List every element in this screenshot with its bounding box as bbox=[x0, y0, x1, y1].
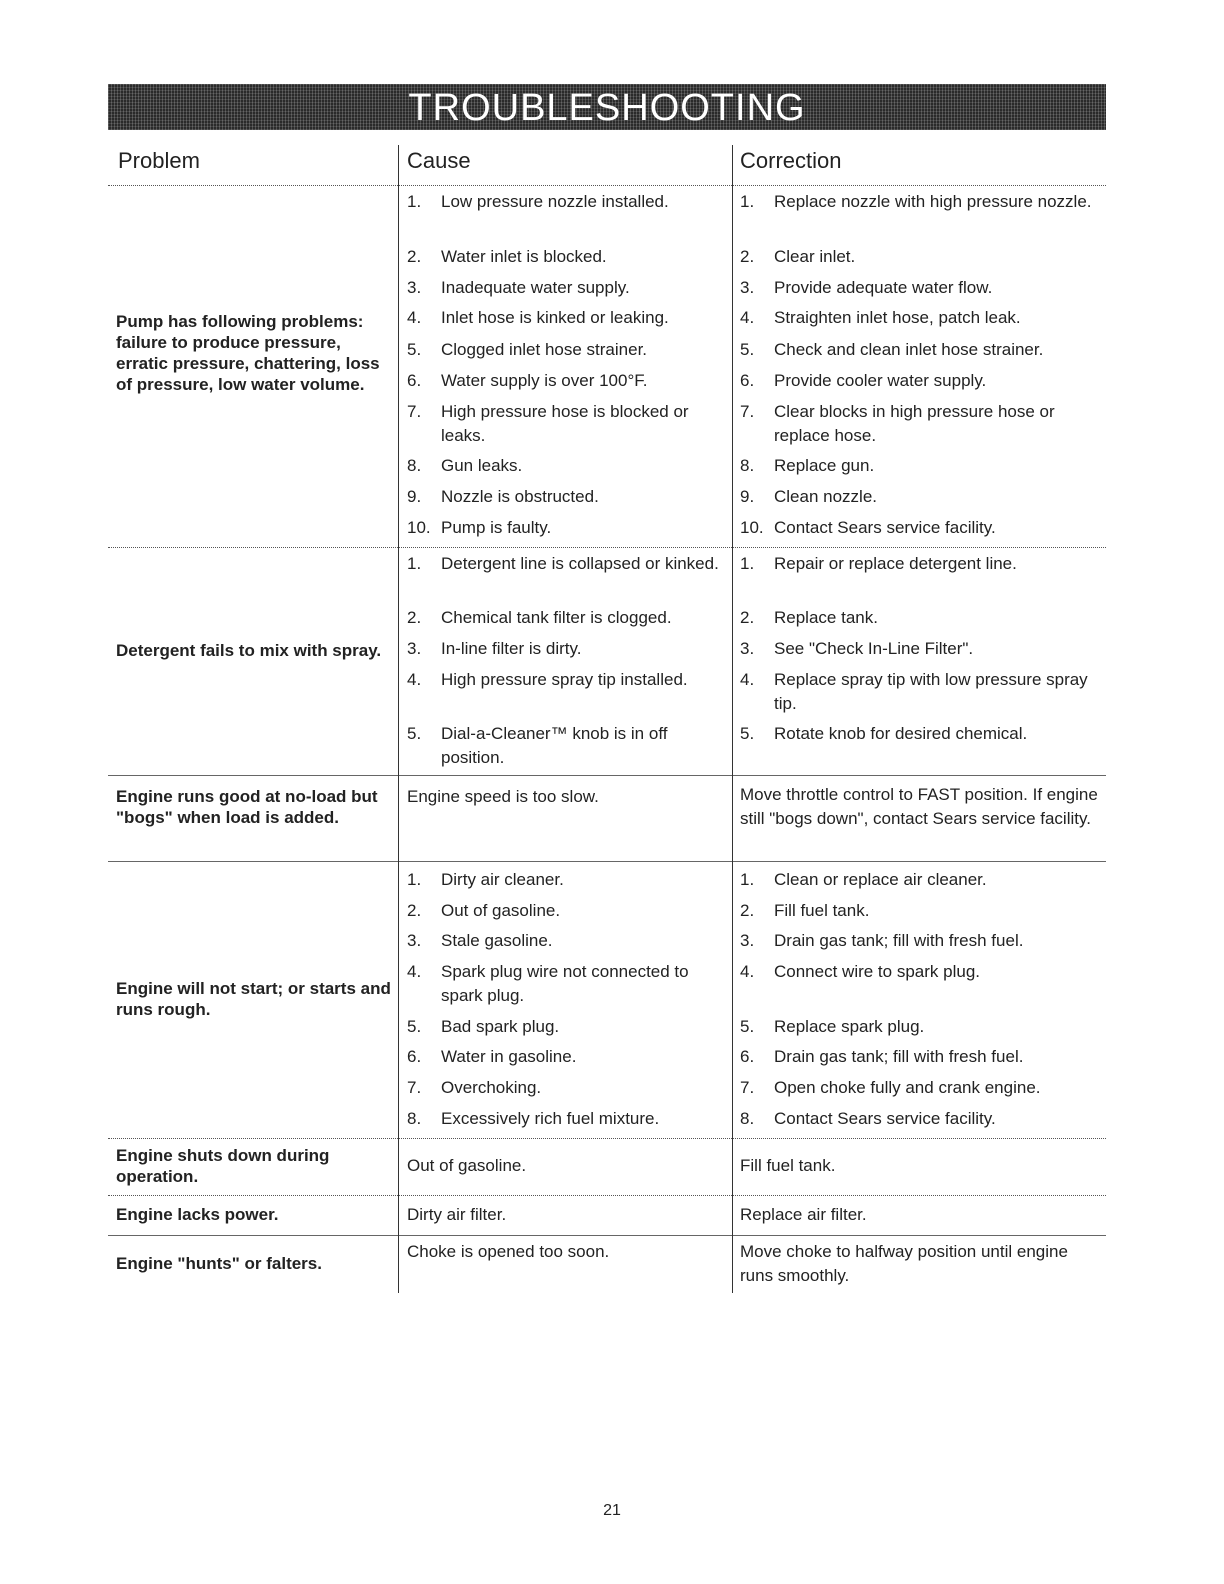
correction-text: Check and clean inlet hose strainer. bbox=[774, 340, 1044, 359]
correction-item bbox=[740, 606, 1100, 630]
problem-pump: Pump has following problems: failure to produce pressure, erratic pressure, chattering, loss of pressure, low water volume. bbox=[116, 312, 380, 394]
cause-num: 1. bbox=[407, 870, 422, 889]
correction-num: 3. bbox=[740, 931, 755, 950]
correction-text: Move choke to halfway position until engine runs smoothly. bbox=[740, 1242, 1068, 1285]
cause-num: 5. bbox=[407, 1017, 422, 1036]
correction-item bbox=[740, 552, 1100, 576]
cause-item bbox=[407, 722, 725, 770]
correction-text: Rotate knob for desired chemical. bbox=[774, 724, 1028, 743]
cause-num: 6. bbox=[407, 1047, 422, 1066]
cause-text: Pump is faulty. bbox=[441, 518, 552, 537]
correction-num: 10. bbox=[740, 518, 764, 537]
correction-text: Drain gas tank; fill with fresh fuel. bbox=[774, 931, 1024, 950]
correction-text: Straighten inlet hose, patch leak. bbox=[774, 308, 1021, 327]
correction-item bbox=[740, 960, 1100, 984]
correction-num: 7. bbox=[740, 402, 755, 421]
cause-item bbox=[407, 929, 725, 953]
cause-item bbox=[407, 899, 725, 923]
cause-item bbox=[407, 637, 725, 661]
cause-item bbox=[407, 1107, 725, 1131]
cause-text: Bad spark plug. bbox=[441, 1017, 560, 1036]
correction-text: Clear blocks in high pressure hose or replace hose. bbox=[774, 402, 1055, 445]
correction-item bbox=[740, 338, 1100, 362]
problem-detergent: Detergent fails to mix with spray. bbox=[116, 641, 382, 660]
cause-num: 1. bbox=[407, 554, 422, 573]
cause-text: Spark plug wire not connected to spark plug. bbox=[441, 962, 689, 1005]
correction-text: Clear inlet. bbox=[774, 247, 856, 266]
correction-text: See "Check In-Line Filter". bbox=[774, 639, 974, 658]
correction-num: 4. bbox=[740, 670, 755, 689]
correction-num: 5. bbox=[740, 340, 755, 359]
cause-item bbox=[407, 1045, 725, 1069]
cause-item bbox=[407, 485, 725, 509]
correction-text: Fill fuel tank. bbox=[774, 901, 870, 920]
cause-num: 3. bbox=[407, 639, 422, 658]
correction-item bbox=[740, 1015, 1100, 1039]
column-divider-correction bbox=[732, 145, 733, 1293]
correction-item bbox=[740, 400, 1100, 448]
correction-item bbox=[740, 245, 1100, 269]
correction-item bbox=[740, 306, 1100, 330]
cause-item bbox=[407, 245, 725, 269]
correction-item bbox=[740, 1076, 1100, 1100]
correction-item bbox=[740, 516, 1100, 540]
cause-text: Nozzle is obstructed. bbox=[441, 487, 599, 506]
column-header-cause: Cause bbox=[407, 148, 471, 173]
correction-text: Repair or replace detergent line. bbox=[774, 554, 1017, 573]
correction-text: Clean nozzle. bbox=[774, 487, 878, 506]
correction-item bbox=[740, 868, 1100, 892]
correction-num: 2. bbox=[740, 608, 755, 627]
cause-text: Chemical tank filter is clogged. bbox=[441, 608, 672, 627]
cause-text: High pressure hose is blocked or leaks. bbox=[441, 402, 689, 445]
correction-num: 3. bbox=[740, 278, 755, 297]
correction-item bbox=[740, 485, 1100, 509]
correction-item bbox=[740, 276, 1100, 300]
row-divider bbox=[108, 1138, 1106, 1139]
cause-item bbox=[407, 276, 725, 300]
cause-text: Out of gasoline. bbox=[441, 901, 561, 920]
cause-item bbox=[407, 454, 725, 478]
cause-item bbox=[407, 338, 725, 362]
correction-text: Move throttle control to FAST position. If engine still "bogs down", contact Sears service facility. bbox=[740, 785, 1098, 828]
correction-num: 6. bbox=[740, 371, 755, 390]
cause-text: Excessively rich fuel mixture. bbox=[441, 1109, 660, 1128]
correction-num: 8. bbox=[740, 456, 755, 475]
problem-hunts: Engine "hunts" or falters. bbox=[116, 1254, 322, 1273]
correction-text: Replace spray tip with low pressure spray tip. bbox=[774, 670, 1088, 713]
cause-num: 7. bbox=[407, 402, 422, 421]
column-header-problem: Problem bbox=[118, 148, 200, 173]
problem-bogs: Engine runs good at no-load but "bogs" when load is added. bbox=[116, 787, 378, 827]
column-divider-cause bbox=[398, 145, 399, 1293]
cause-text: Low pressure nozzle installed. bbox=[441, 192, 669, 211]
correction-text: Replace gun. bbox=[774, 456, 875, 475]
correction-num: 5. bbox=[740, 1017, 755, 1036]
correction-num: 1. bbox=[740, 554, 755, 573]
cause-num: 4. bbox=[407, 670, 422, 689]
cause-num: 1. bbox=[407, 192, 422, 211]
cause-num: 2. bbox=[407, 608, 422, 627]
correction-item bbox=[740, 668, 1100, 716]
cause-item bbox=[407, 1015, 725, 1039]
cause-text: Clogged inlet hose strainer. bbox=[441, 340, 648, 359]
correction-text: Open choke fully and crank engine. bbox=[774, 1078, 1041, 1097]
correction-num: 6. bbox=[740, 1047, 755, 1066]
cause-text: Dial-a-Cleaner™ knob is in off position. bbox=[441, 724, 668, 767]
correction-num: 2. bbox=[740, 901, 755, 920]
cause-item bbox=[407, 190, 725, 214]
header-divider bbox=[108, 185, 1106, 186]
correction-text: Drain gas tank; fill with fresh fuel. bbox=[774, 1047, 1024, 1066]
correction-text: Contact Sears service facility. bbox=[774, 1109, 996, 1128]
correction-item bbox=[740, 454, 1100, 478]
cause-text: Overchoking. bbox=[441, 1078, 542, 1097]
problem-lacks-power: Engine lacks power. bbox=[116, 1205, 279, 1224]
problem-will-not-start: Engine will not start; or starts and runs rough. bbox=[116, 979, 391, 1019]
cause-item bbox=[407, 306, 725, 330]
cause-item bbox=[407, 1076, 725, 1100]
cause-item bbox=[407, 516, 725, 540]
row-divider bbox=[108, 861, 1106, 862]
correction-num: 1. bbox=[740, 870, 755, 889]
row-divider bbox=[108, 1195, 1106, 1196]
correction-item bbox=[740, 722, 1100, 746]
cause-num: 3. bbox=[407, 931, 422, 950]
cause-num: 2. bbox=[407, 247, 422, 266]
correction-num: 4. bbox=[740, 308, 755, 327]
cause-text: Detergent line is collapsed or kinked. bbox=[441, 554, 719, 573]
cause-item bbox=[407, 369, 725, 393]
column-header-correction: Correction bbox=[740, 148, 842, 173]
correction-num: 9. bbox=[740, 487, 755, 506]
correction-num: 4. bbox=[740, 962, 755, 981]
correction-text: Provide cooler water supply. bbox=[774, 371, 987, 390]
row-divider bbox=[108, 547, 1106, 548]
correction-text: Contact Sears service facility. bbox=[774, 518, 996, 537]
correction-item bbox=[740, 190, 1100, 214]
cause-text: Water inlet is blocked. bbox=[441, 247, 607, 266]
cause-text: Inadequate water supply. bbox=[441, 278, 630, 297]
page-number: 21 bbox=[603, 1502, 621, 1519]
cause-num: 4. bbox=[407, 308, 422, 327]
cause-num: 6. bbox=[407, 371, 422, 390]
correction-item bbox=[740, 929, 1100, 953]
correction-item bbox=[740, 1107, 1100, 1131]
correction-num: 5. bbox=[740, 724, 755, 743]
cause-num: 8. bbox=[407, 1109, 422, 1128]
cause-num: 10. bbox=[407, 518, 431, 537]
row-divider bbox=[108, 1235, 1106, 1236]
cause-text: In-line filter is dirty. bbox=[441, 639, 582, 658]
problem-shuts-down: Engine shuts down during operation. bbox=[116, 1146, 330, 1186]
cause-item bbox=[407, 400, 725, 448]
correction-text: Replace spark plug. bbox=[774, 1017, 925, 1036]
cause-text: Stale gasoline. bbox=[441, 931, 553, 950]
cause-item bbox=[407, 552, 725, 576]
cause-text: Water in gasoline. bbox=[441, 1047, 577, 1066]
title-banner bbox=[108, 84, 1106, 130]
cause-item bbox=[407, 960, 725, 1008]
cause-num: 3. bbox=[407, 278, 422, 297]
correction-text: Replace tank. bbox=[774, 608, 878, 627]
cause-text: Gun leaks. bbox=[441, 456, 523, 475]
correction-text: Replace nozzle with high pressure nozzle. bbox=[774, 192, 1092, 211]
correction-num: 7. bbox=[740, 1078, 755, 1097]
correction-num: 1. bbox=[740, 192, 755, 211]
correction-item bbox=[740, 1045, 1100, 1069]
cause-item bbox=[407, 868, 725, 892]
correction-text: Replace air filter. bbox=[740, 1205, 867, 1224]
cause-num: 4. bbox=[407, 962, 422, 981]
cause-item bbox=[407, 668, 725, 692]
row-divider bbox=[108, 775, 1106, 776]
cause-text: Dirty air cleaner. bbox=[441, 870, 564, 889]
correction-num: 2. bbox=[740, 247, 755, 266]
correction-text: Fill fuel tank. bbox=[740, 1156, 836, 1175]
cause-text: Dirty air filter. bbox=[407, 1205, 507, 1224]
cause-num: 8. bbox=[407, 456, 422, 475]
correction-item bbox=[740, 369, 1100, 393]
cause-num: 2. bbox=[407, 901, 422, 920]
correction-item bbox=[740, 637, 1100, 661]
cause-text: Choke is opened too soon. bbox=[407, 1242, 610, 1261]
cause-num: 5. bbox=[407, 724, 422, 743]
cause-text: Out of gasoline. bbox=[407, 1156, 527, 1175]
cause-text: Water supply is over 100°F. bbox=[441, 371, 648, 390]
correction-num: 3. bbox=[740, 639, 755, 658]
correction-text: Connect wire to spark plug. bbox=[774, 962, 980, 981]
page-title: TROUBLESHOOTING bbox=[408, 87, 806, 129]
cause-num: 5. bbox=[407, 340, 422, 359]
correction-text: Clean or replace air cleaner. bbox=[774, 870, 987, 889]
correction-text: Provide adequate water flow. bbox=[774, 278, 993, 297]
cause-item bbox=[407, 606, 725, 630]
correction-item bbox=[740, 899, 1100, 923]
cause-text: Inlet hose is kinked or leaking. bbox=[441, 308, 669, 327]
correction-num: 8. bbox=[740, 1109, 755, 1128]
cause-text: High pressure spray tip installed. bbox=[441, 670, 688, 689]
cause-text: Engine speed is too slow. bbox=[407, 787, 599, 806]
cause-num: 9. bbox=[407, 487, 422, 506]
cause-num: 7. bbox=[407, 1078, 422, 1097]
